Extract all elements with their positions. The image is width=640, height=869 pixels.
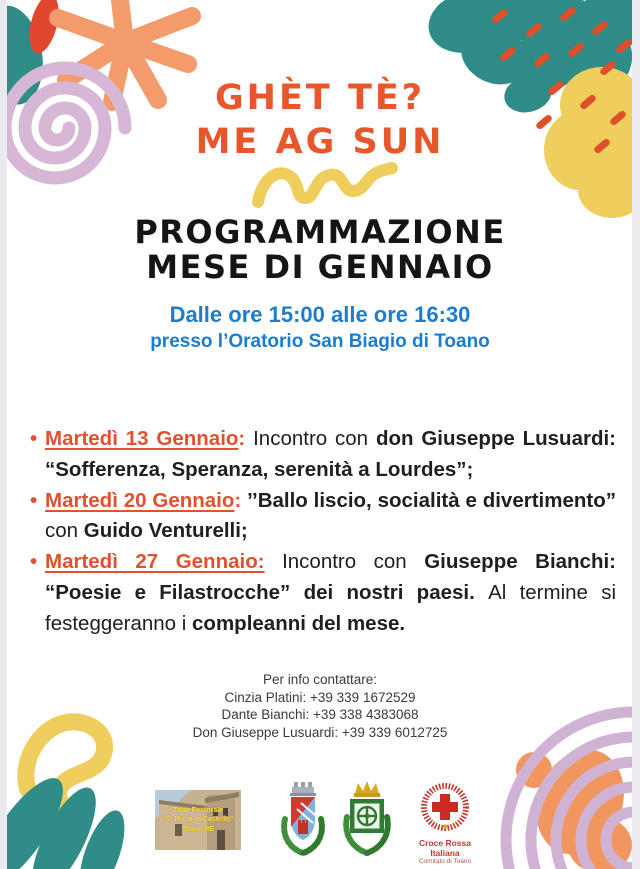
parish-photo-logo — [155, 790, 241, 850]
event-item — [30, 486, 616, 548]
schedule-place: presso l’Oratorio San Biagio di Toano — [150, 330, 490, 352]
flyer-title — [0, 76, 640, 164]
red-cross-name: Croce Rossa Italiana — [419, 838, 471, 859]
parish-caption-line: “S. Maria in Castello” — [162, 816, 234, 824]
red-cross-emblem-icon — [417, 783, 473, 833]
red-cross-logo — [405, 783, 485, 867]
parish-caption-line: Zona Pastorale — [172, 806, 224, 814]
event-text-segment: con — [45, 519, 84, 543]
program-heading-line1: PROGRAMMAZIONE — [134, 213, 506, 251]
event-text-segment: Incontro con — [264, 550, 425, 573]
page-edge-left — [0, 0, 7, 869]
event-text-segment: Incontro con — [253, 427, 376, 450]
red-cross-subtitle: Comitato di Toano — [418, 858, 472, 866]
event-text-segment: Martedì 20 Gennaio — [45, 488, 235, 512]
contact-line: Cinzia Platini: +39 339 1672529 — [224, 689, 416, 705]
contact-line: Dante Bianchi: +39 338 4383068 — [221, 707, 419, 723]
wave-squiggle-icon — [258, 168, 392, 202]
event-text-segment: : — [238, 427, 254, 450]
municipal-crest-icon — [277, 781, 329, 857]
event-text-segment: Guido Venturelli; — [83, 519, 248, 543]
contact-lines — [0, 689, 640, 742]
event-item — [30, 547, 616, 639]
event-text-segment: Giuseppe Bianchi: “Poesie e Filastrocche” dei nostri paesi. — [45, 550, 617, 604]
page-edge-right — [632, 0, 640, 869]
event-text-segment: don Giuseppe Lusuardi: “Sofferenza, Speranza, serenità a Lourdes”; — [45, 427, 617, 481]
parish-caption-line: Toano RE — [181, 825, 215, 833]
schedule-time: Dalle ore 15:00 alle ore 16:30 — [169, 302, 471, 327]
event-text-segment: : — [234, 488, 248, 512]
footer-logos — [0, 781, 640, 867]
red-blob-icon — [24, 0, 64, 56]
event-text-segment: ’’Ballo liscio, socialità e divertimento” — [247, 488, 616, 512]
event-list — [30, 424, 616, 639]
event-text-segment: Martedì 13 Gennaio — [45, 427, 239, 450]
toano-crest-icon — [337, 781, 397, 857]
event-item — [30, 424, 616, 486]
event-text-segment: compleanni del mese. — [192, 611, 406, 635]
contact-line: Don Giuseppe Lusuardi: +39 339 6012725 — [192, 724, 448, 740]
program-heading — [0, 215, 640, 284]
contact-block — [0, 671, 640, 741]
schedule-info — [0, 301, 640, 354]
event-text-segment: Martedì 27 Gennaio: — [45, 550, 265, 573]
program-heading-line2: MESE DI GENNAIO — [146, 247, 494, 286]
parish-photo-caption — [155, 790, 241, 850]
event-text-segment: Al termine si festeggeranno i — [45, 580, 617, 635]
flyer-title-line1: GHÈT TÈ? — [214, 78, 426, 118]
contact-intro: Per info contattare: — [262, 672, 378, 687]
flyer-title-line2: ME AG SUN — [195, 122, 445, 163]
